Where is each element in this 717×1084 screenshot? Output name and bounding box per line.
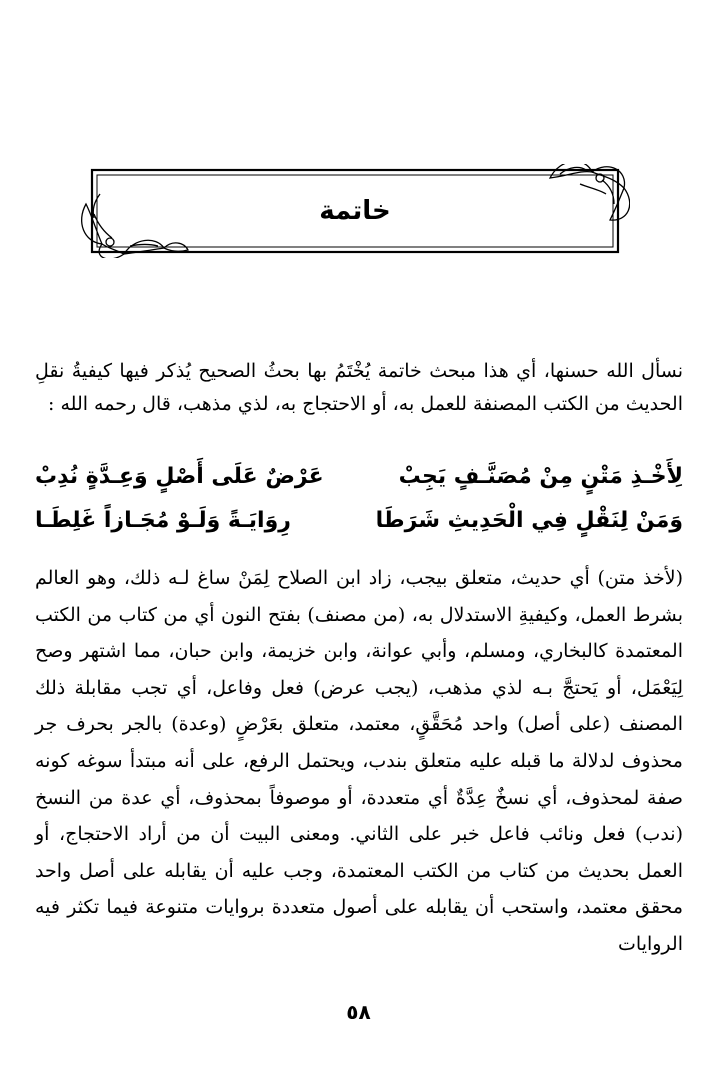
- title-frame: [80, 164, 630, 258]
- intro-paragraph: نسأل الله حسنها، أي هذا مبحث خاتمة يُخْتَمُ بها بحثُ الصحيح يُذكر فيها كيفيةُ نقلِ الحديث من الكتب المصنفة للعمل به، أو الاحتجاج به، لذي مذهب، قال رحمه الله :: [35, 360, 683, 415]
- verse-second-hemistich: رِوَايَـةً وَلَـوْ مُجَـازاً غَلِطَـا: [35, 508, 291, 533]
- verse-first-hemistich: وَمَنْ لِنَقْلٍ فِي الْحَدِيثِ شَرَطَا: [375, 508, 683, 533]
- commentary-paragraph: (لأخذ متن) أي حديث، متعلق بيجب، زاد ابن الصلاح لِمَنْ ساغ لـه ذلك، وهو العالم بشرط العمل، وكيفيةِ الاستدلال به، (من مصنف) بفتح النون أي من كتاب من الكتب المعتمدة كالبخاري، ومسلم، وأبي عوانة، وابن خزيمة، وابن حبان، مما اشتهر وصح لِيَعْمَل، أو يَحتجَّ بـه لذي مذهب، (يجب عرض) فعل وفاعل، أي تجب مقابلة ذلك المصنف (على أصل) واحد مُحَقَّقٍ، معتمد، متعلق بعَرْضٍ (وعدة) بالجر بحرف جر محذوف لدلالة ما قبله عليه متعلق بندب، ويحتمل الرفع، على أنه مبتدأ سوغه كونه صفة لمحذوف، أي نسخٌ عِدَّةٌ أي متعددة، أو موصوفاً بمحذوف، أي عدة من النسخ (ندب) فعل ونائب فاعل خبر على الثاني. ومعنى البيت أن من أراد الاحتجاج، أو العمل بحديث من كتاب من الكتب المعتمدة، وجب عليه أن يقابله على أصل واحد محقق معتمد، واستحب أن يقابله على أصول متعددة بروايات متنوعة فيما تكثر فيه الروايات: [35, 567, 683, 955]
- verse-line: [35, 464, 683, 504]
- verse-second-hemistich: عَرْضٌ عَلَى أَصْلٍ وَعِـدَّةٍ نُدِبْ: [35, 464, 324, 489]
- page-number: ٥٨: [346, 1000, 371, 1024]
- verse-line: [35, 508, 683, 548]
- verse-first-hemistich: لِأَخْـذِ مَتْنٍ مِنْ مُصَنَّـفٍ يَجِبْ: [398, 464, 683, 489]
- page-title: خاتمة: [319, 196, 391, 226]
